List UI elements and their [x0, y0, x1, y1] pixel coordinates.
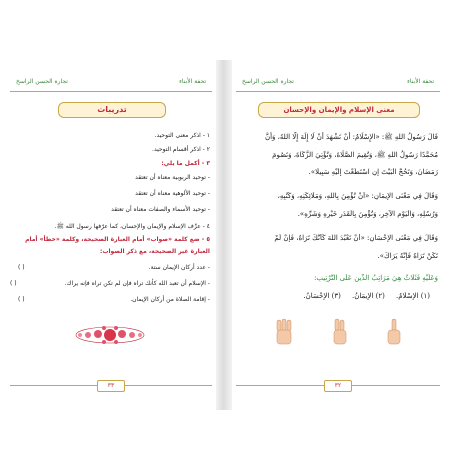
exercise-3-item-2: - توحيد الألوهية معناه أن تعتقد — [135, 190, 210, 197]
exercise-3-item-3: - توحيد الأسماء والصفات معناه أن تعتقد — [111, 206, 210, 213]
statement-2: - الإسلام أن تعبد الله كأنك تراه فإن لم تكن تراه فإنه يراك. — [64, 280, 210, 287]
right-header-rule — [236, 91, 440, 92]
exercises-title: تدريبات — [58, 102, 166, 118]
exercise-4: ٤ - عرِّف الإسلام والإيمان والإحسان، كما عرّفها رسول الله ﷺ. — [54, 223, 210, 230]
hadith-islam-line-3: رَمَضَانَ، وَتَحُجَّ الْبَيْتَ إِنِ اسْتَطَعْتَ إِلَيْهِ سَبِيلًا». — [308, 168, 438, 176]
left-header — [10, 78, 212, 92]
ranks-intro: وَعَلَيْهِ فَثَلَاثٌ هِيَ مَرَاتِبُ الدِّينِ عَلَى التَّرْتِيبِ: — [314, 274, 438, 282]
ranks-row — [238, 292, 430, 300]
left-footer — [10, 380, 212, 392]
rank-iman: (٢) الإِيمَانُ. — [351, 292, 385, 300]
left-page-number: ٣٣ — [97, 380, 125, 392]
answer-blank-3[interactable]: ( ) — [18, 296, 25, 303]
lesson-title: معنى الإسلام والإيمان والإحسان — [258, 102, 420, 118]
left-header-right: تحفة الأبناء — [179, 78, 206, 85]
left-page — [6, 70, 216, 400]
floral-ornament-icon — [74, 322, 146, 348]
exercise-5: ٥ - ضع كلمة «صواب» أمام العبارة الصحيحة، وكلمة «خطأ» أمام — [25, 236, 210, 243]
three-finger-hand-icon — [274, 318, 294, 346]
left-header-left: تجارة الحسن الراسخ — [16, 78, 68, 85]
hadith-ihsan-line-1: وَقَالَ فِي مَعْنَى الإِحْسَانِ: «أَنْ تَعْبُدَ اللهَ كَأَنَّكَ تَرَاهُ، فَإِنْ لَمْ — [274, 234, 438, 242]
right-page — [232, 70, 444, 400]
rank-islam: (١) الإِسْلَامُ. — [396, 292, 430, 300]
right-page-number: ٣٢ — [324, 380, 352, 392]
right-header-right: تحفة الأبناء — [407, 78, 434, 85]
exercise-3-item-1: - توحيد الربوبية معناه أن تعتقد — [135, 174, 210, 181]
book-spine — [216, 60, 232, 410]
answer-blank-1[interactable]: ( ) — [18, 264, 25, 271]
answer-blank-2[interactable]: ( ) — [10, 280, 17, 287]
rank-ihsan: (٣) الإِحْسَانُ. — [303, 292, 341, 300]
right-header — [236, 78, 440, 92]
right-header-left: تجارة الحسن الراسخ — [242, 78, 294, 85]
hadith-islam-line-2: مُحَمَّدًا رَسُولُ اللهِ ﷺ، وَتُقِيمَ الصَّلَاةَ، وَتُؤْتِيَ الزَّكَاةَ، وَتَصُومَ — [272, 151, 438, 159]
statement-1: - عدد أركان الإيمان ستة. — [148, 264, 210, 271]
hadith-islam-line-1: قَالَ رَسُولُ اللهِ ﷺ: «الإِسْلَامُ: أَنْ تَشْهَدَ أَنْ لَا إِلَهَ إِلَّا اللهُ، وَأَنَّ — [264, 133, 438, 141]
one-finger-hand-icon — [384, 318, 404, 346]
left-header-rule — [10, 91, 212, 92]
exercise-5-cont: العبارة غير الصحيحة، مع ذكر الصواب: — [100, 248, 210, 255]
exercise-2: ٢ - اذكر أقسام التوحيد. — [152, 146, 210, 153]
hadith-ihsan-line-2: تَكُنْ تَرَاهُ فَإِنَّهُ يَرَاكَ». — [377, 252, 438, 260]
exercise-3: ٣ - أكمل ما يلي: — [161, 160, 210, 167]
hadith-iman-line-1: وَقَالَ فِي مَعْنَى الإِيمَانِ: «أَنْ تُؤْمِنَ بِاللهِ، وَمَلَائِكَتِهِ، وَكُتُبِهِ، — [277, 192, 438, 200]
hadith-iman-line-2: وَرُسُلِهِ، وَالْيَوْمِ الآخِرِ، وَتُؤْمِنَ بِالْقَدَرِ خَيْرِهِ وَشَرِّهِ». — [297, 210, 438, 218]
statement-3: - إقامة الصلاة من أركان الإيمان. — [130, 296, 210, 303]
counting-hands — [254, 318, 422, 346]
two-finger-hand-icon — [330, 318, 350, 346]
exercise-1: ١ - اذكر معنى التوحيد. — [154, 132, 210, 139]
right-footer — [236, 380, 440, 392]
